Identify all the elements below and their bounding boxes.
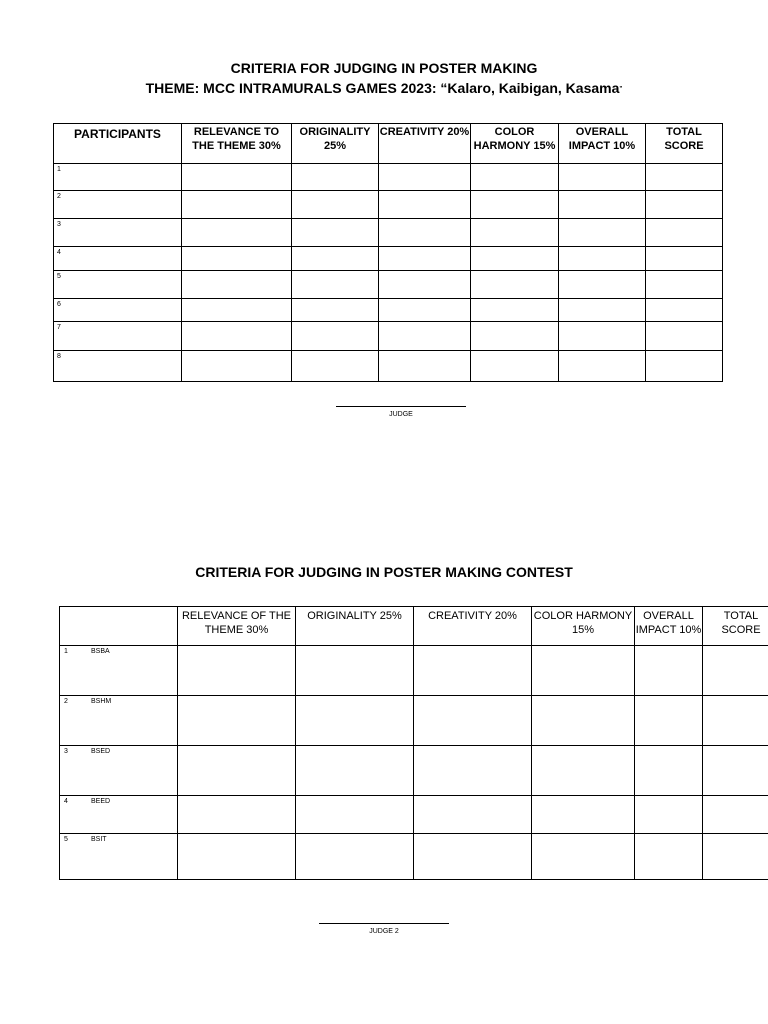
table-row <box>54 271 723 299</box>
score-cell[interactable] <box>559 219 646 247</box>
table-row <box>54 322 723 351</box>
row-number: 5 <box>64 836 68 843</box>
score-cell[interactable] <box>182 299 292 322</box>
score-cell[interactable] <box>379 299 471 322</box>
score-cell[interactable] <box>296 796 414 834</box>
score-cell[interactable] <box>559 247 646 271</box>
row-number: 3 <box>54 219 182 247</box>
header-creativity: CREATIVITY 20% <box>414 607 532 646</box>
score-cell[interactable] <box>559 299 646 322</box>
row-number: 5 <box>54 271 182 299</box>
judging-table-1 <box>53 123 723 382</box>
table-row <box>60 746 768 796</box>
program-name: BSHM <box>91 698 112 705</box>
score-cell[interactable] <box>178 646 296 696</box>
table-row <box>54 164 723 191</box>
score-cell[interactable] <box>292 247 379 271</box>
score-cell[interactable] <box>646 351 723 382</box>
score-cell[interactable] <box>178 796 296 834</box>
participant-cell <box>60 796 178 834</box>
score-cell[interactable] <box>182 271 292 299</box>
score-cell[interactable] <box>182 247 292 271</box>
judge-label: JUDGE <box>389 411 413 418</box>
program-name: BEED <box>91 798 111 805</box>
table-row <box>60 646 768 696</box>
score-cell[interactable] <box>559 164 646 191</box>
score-cell[interactable] <box>182 164 292 191</box>
score-cell[interactable] <box>182 322 292 351</box>
judge-signature-line[interactable] <box>336 406 466 407</box>
row-number: 8 <box>54 351 182 382</box>
header-overall-impact: OVERALL IMPACT 10% <box>635 607 703 646</box>
table-row <box>54 191 723 219</box>
table-row <box>60 696 768 746</box>
score-cell[interactable] <box>646 191 723 219</box>
score-cell[interactable] <box>292 299 379 322</box>
row-number: 6 <box>54 299 182 322</box>
score-cell[interactable] <box>379 271 471 299</box>
score-cell[interactable] <box>635 746 703 796</box>
program-name: BSBA <box>91 648 110 655</box>
score-cell[interactable] <box>635 696 703 746</box>
row-number: 1 <box>64 648 68 655</box>
judge2-signature-line[interactable] <box>319 923 449 924</box>
header-color-harmony: COLOR HARMONY 15% <box>471 124 559 164</box>
participant-cell <box>60 834 178 880</box>
participant-cell <box>60 646 178 696</box>
score-cell[interactable] <box>635 796 703 834</box>
theme-text: THEME: MCC INTRAMURALS GAMES 2023: “Kalaro, Kaibigan, Kasama <box>145 80 620 96</box>
score-cell[interactable] <box>559 351 646 382</box>
row-number: 7 <box>54 322 182 351</box>
header-total-score: TOTAL SCORE <box>703 607 768 646</box>
score-cell[interactable] <box>471 164 559 191</box>
score-cell[interactable] <box>292 191 379 219</box>
score-cell[interactable] <box>532 696 635 746</box>
section2-title: CRITERIA FOR JUDGING IN POSTER MAKING CONTEST <box>195 564 573 580</box>
row-number: 2 <box>64 698 68 705</box>
score-cell[interactable] <box>559 191 646 219</box>
score-cell[interactable] <box>471 247 559 271</box>
score-cell[interactable] <box>646 247 723 271</box>
score-cell[interactable] <box>703 646 768 696</box>
score-cell[interactable] <box>292 219 379 247</box>
score-cell[interactable] <box>703 746 768 796</box>
score-cell[interactable] <box>635 834 703 880</box>
header-participant <box>60 607 178 646</box>
score-cell[interactable] <box>471 299 559 322</box>
score-cell[interactable] <box>635 646 703 696</box>
score-cell[interactable] <box>414 646 532 696</box>
header-overall-impact: OVERALL IMPACT 10% <box>559 124 646 164</box>
table-row <box>54 247 723 271</box>
score-cell[interactable] <box>296 646 414 696</box>
score-cell[interactable] <box>559 322 646 351</box>
judge2-label: JUDGE 2 <box>369 928 399 935</box>
score-cell[interactable] <box>471 322 559 351</box>
score-cell[interactable] <box>646 271 723 299</box>
score-cell[interactable] <box>379 351 471 382</box>
table-row <box>60 834 768 880</box>
score-cell[interactable] <box>178 834 296 880</box>
header-creativity: CREATIVITY 20% <box>379 124 471 164</box>
score-cell[interactable] <box>182 351 292 382</box>
score-cell[interactable] <box>414 746 532 796</box>
score-cell[interactable] <box>178 746 296 796</box>
score-cell[interactable] <box>703 796 768 834</box>
header-color-harmony: COLOR HARMONY 15% <box>532 607 635 646</box>
table-row <box>54 219 723 247</box>
score-cell[interactable] <box>532 646 635 696</box>
header-relevance: RELEVANCE OF THE THEME 30% <box>178 607 296 646</box>
score-cell[interactable] <box>182 219 292 247</box>
score-cell[interactable] <box>414 834 532 880</box>
header-total-score: TOTAL SCORE <box>646 124 723 164</box>
score-cell[interactable] <box>471 191 559 219</box>
program-name: BSIT <box>91 836 107 843</box>
score-cell[interactable] <box>646 164 723 191</box>
table-row <box>54 351 723 382</box>
header-row <box>54 124 723 164</box>
row-number: 4 <box>64 798 68 805</box>
score-cell[interactable] <box>379 191 471 219</box>
score-cell[interactable] <box>471 271 559 299</box>
header-row <box>60 607 768 646</box>
header-relevance: RELEVANCE TO THE THEME 30% <box>182 124 292 164</box>
score-cell[interactable] <box>379 219 471 247</box>
score-cell[interactable] <box>379 247 471 271</box>
row-number: 3 <box>64 748 68 755</box>
table-row <box>54 299 723 322</box>
score-cell[interactable] <box>296 696 414 746</box>
score-cell[interactable] <box>703 834 768 880</box>
table-row <box>60 796 768 834</box>
header-participants: PARTICIPANTS <box>54 124 182 164</box>
score-cell[interactable] <box>292 164 379 191</box>
section1-theme <box>0 80 768 96</box>
score-cell[interactable] <box>646 219 723 247</box>
score-cell[interactable] <box>292 271 379 299</box>
score-cell[interactable] <box>471 219 559 247</box>
header-originality: ORIGINALITY 25% <box>292 124 379 164</box>
header-originality: ORIGINALITY 25% <box>296 607 414 646</box>
score-cell[interactable] <box>703 696 768 746</box>
participant-cell <box>60 746 178 796</box>
score-cell[interactable] <box>532 834 635 880</box>
score-cell[interactable] <box>532 746 635 796</box>
score-cell[interactable] <box>296 746 414 796</box>
theme-end-quote: ” <box>619 86 623 93</box>
score-cell[interactable] <box>414 796 532 834</box>
score-cell[interactable] <box>646 322 723 351</box>
score-cell[interactable] <box>559 271 646 299</box>
judging-table-2 <box>59 606 768 880</box>
score-cell[interactable] <box>471 351 559 382</box>
score-cell[interactable] <box>646 299 723 322</box>
score-cell[interactable] <box>182 191 292 219</box>
row-number: 2 <box>54 191 182 219</box>
score-cell[interactable] <box>178 696 296 746</box>
score-cell[interactable] <box>379 164 471 191</box>
row-number: 1 <box>54 164 182 191</box>
score-cell[interactable] <box>292 322 379 351</box>
score-cell[interactable] <box>296 834 414 880</box>
participant-cell <box>60 696 178 746</box>
score-cell[interactable] <box>292 351 379 382</box>
section1-title: CRITERIA FOR JUDGING IN POSTER MAKING <box>230 60 538 76</box>
row-number: 4 <box>54 247 182 271</box>
program-name: BSED <box>91 748 111 755</box>
score-cell[interactable] <box>414 696 532 746</box>
score-cell[interactable] <box>532 796 635 834</box>
score-cell[interactable] <box>379 322 471 351</box>
